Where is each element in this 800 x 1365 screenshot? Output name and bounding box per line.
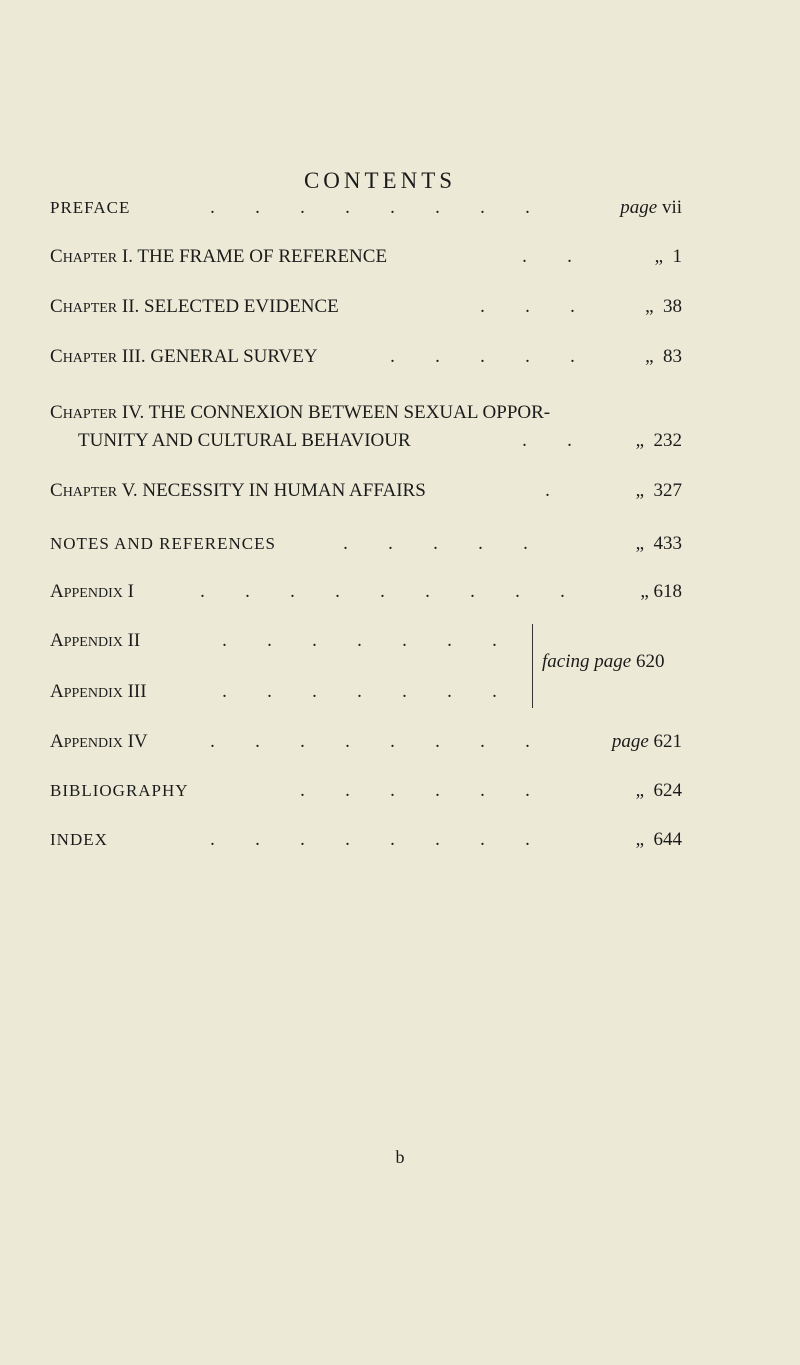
toc-entry-label: INDEX [50, 830, 108, 849]
toc-entry-page: „ 1 [654, 246, 682, 267]
toc-entry-chapter-1[interactable] [50, 242, 682, 272]
grouping-brace [532, 624, 541, 708]
toc-entry-label: CHAPTER III. GENERAL SURVEY [50, 346, 318, 367]
toc-entry-appendix-3[interactable] [50, 677, 682, 707]
leader-dots: . [545, 480, 550, 501]
toc-entry-page: „ 38 [645, 296, 682, 317]
toc-entry-appendix-4[interactable] [50, 727, 682, 757]
toc-entry-page: page 621 [611, 731, 682, 752]
toc-entry-label-line2: TUNITY AND CULTURAL BEHAVIOUR [78, 430, 411, 451]
leader-dots: . . . . . . . . [210, 829, 530, 850]
leader-dots: . . . . . . . . [210, 731, 530, 752]
leader-dots: . . . . . [343, 533, 528, 554]
toc-entry-chapter-4[interactable] [50, 398, 682, 458]
toc-entry-chapter-5[interactable] [50, 476, 682, 506]
toc-entry-label: NOTES AND REFERENCES [50, 534, 276, 553]
toc-entry-page: „ 618 [640, 581, 682, 602]
leader-dots: . . . . . . . [222, 681, 497, 702]
leader-dots: . . . . . . . [222, 630, 497, 651]
leader-dots: . . . . . . [300, 780, 530, 801]
signature-mark: b [395, 1147, 405, 1167]
toc-entry-preface[interactable] [50, 193, 682, 223]
leader-dots: . . . . . . . . . [200, 581, 565, 602]
toc-entry-label: BIBLIOGRAPHY [50, 781, 189, 800]
toc-entry-bibliography[interactable] [50, 776, 682, 806]
toc-entry-page: „ 327 [635, 480, 682, 501]
toc-entry-page: „ 644 [635, 829, 682, 850]
toc-entry-label: CHAPTER I. THE FRAME OF REFERENCE [50, 246, 388, 267]
toc-entry-page: page vii [620, 197, 682, 218]
toc-entry-label: APPENDIX IV [50, 731, 148, 752]
toc-entry-label: APPENDIX III [50, 681, 147, 702]
leader-dots: . . . . . . . . [210, 197, 530, 218]
toc-entry-page: „ 433 [635, 533, 682, 554]
toc-entry-label: CHAPTER II. SELECTED EVIDENCE [50, 296, 339, 317]
toc-entry-appendix-1[interactable] [50, 577, 682, 607]
leader-dots: . . [522, 430, 572, 451]
toc-entry-page: „ 232 [635, 430, 682, 451]
leader-dots: . . . . . [390, 346, 575, 367]
toc-entry-notes[interactable] [50, 529, 682, 559]
toc-entry-label: APPENDIX I [50, 581, 134, 602]
toc-entry-label: APPENDIX II [50, 630, 141, 651]
toc-entry-label: CHAPTER V. NECESSITY IN HUMAN AFFAIRS [50, 480, 426, 501]
toc-entry-chapter-3[interactable] [50, 342, 682, 372]
toc-entry-page: „ 83 [645, 346, 682, 367]
toc-entry-index[interactable] [50, 825, 682, 855]
toc-entry-label: CHAPTER IV. THE CONNEXION BETWEEN SEXUAL OPPOR- [50, 402, 551, 423]
toc-entry-chapter-2[interactable] [50, 292, 682, 322]
page-title: CONTENTS [303, 168, 457, 193]
toc-entry-page: „ 624 [635, 780, 682, 801]
leader-dots: . . [522, 246, 572, 267]
leader-dots: . . . [480, 296, 575, 317]
toc-entry-label: PREFACE [50, 198, 131, 217]
facing-page-ref: facing page 620 [542, 651, 665, 672]
